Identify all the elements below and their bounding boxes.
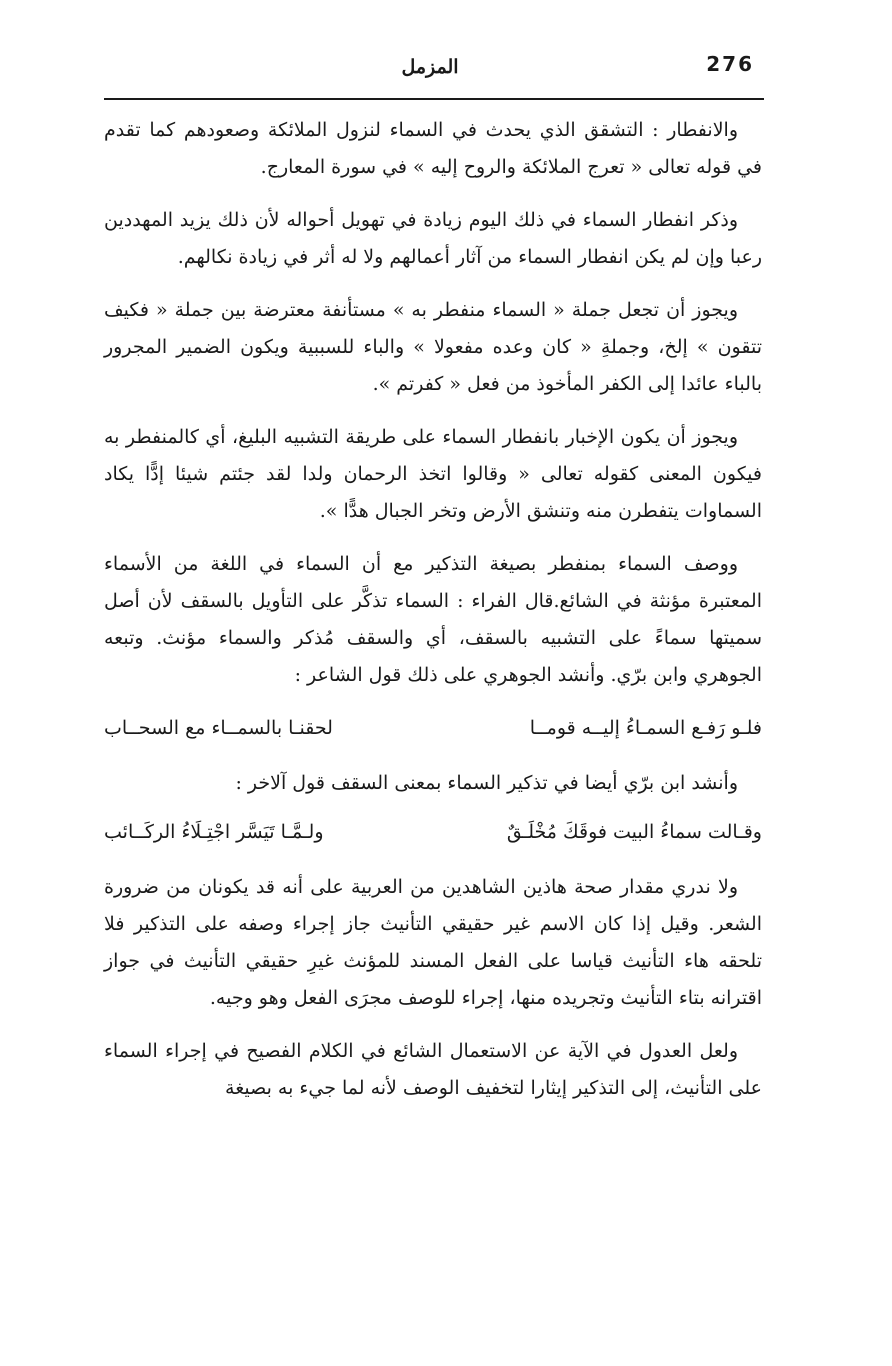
running-title: المزمل xyxy=(401,56,459,78)
paragraph: ووصف السماء بمنفطر بصيغة التذكير مع أن السماء في اللغة من الأسماء المعتبرة مؤنثة في الشائع.قال الفراء : السماء تذكَّر على التأويل بالسقف لأن أصل سميتها سماءً على التشبيه بالسقف، أي والسقف مُذكر والسماء مؤنث. وتبعه الجوهري وابن برّي. وأنشد الجوهري على ذلك قول الشاعر : xyxy=(104,553,762,686)
poetry-verse xyxy=(104,710,762,747)
header-divider xyxy=(104,98,764,100)
paragraph: ويجوز أن يكون الإخبار بانفطار السماء على طريقة التشبيه البليغ، أي كالمنفطر به فيكون المعنى كقوله تعالى « وقالوا اتخذ الرحمان ولدا لقد جئتم شيئا إدًّا يكاد السماوات يتفطرن منه وتنشق الأرض وتخر الجبال هدًّا ». xyxy=(104,426,762,522)
paragraph: والانفطار : التشقق الذي يحدث في السماء لنزول الملائكة وصعودهم كما تقدم في قوله تعالى « تعرج الملائكة والروح إليه » في سورة المعارج. xyxy=(104,119,762,178)
body-text xyxy=(104,112,762,1123)
poetry-verse xyxy=(104,814,762,851)
verse-introduction: وأنشد ابن برّي أيضا في تذكير السماء بمعنى السقف قول آلاخر : xyxy=(235,772,738,794)
verse-first-hemistich: وقـالت سماءُ البيت فوقَكَ مُخْلَـقٌ xyxy=(506,821,762,843)
page-header xyxy=(100,48,760,98)
verse-first-hemistich: فلـو رَفـع السمـاءُ إليــه قومــا xyxy=(529,717,762,739)
paragraph: ولعل العدول في الآية عن الاستعمال الشائع في الكلام الفصيح في إجراء السماء على التأنيث، إلى التذكير إيثارا لتخفيف الوصف لأنه لما جيء به بصيغة xyxy=(104,1040,762,1099)
verse-second-hemistich: لحقنـا بالسمــاء مع السحــاب xyxy=(104,717,333,739)
page-number: 276 xyxy=(706,52,754,76)
paragraph: ولا ندري مقدار صحة هاذين الشاهدين من العربية على أنه قد يكونان من ضرورة الشعر. وقيل إذا كان الاسم غير حقيقي التأنيث جاز إجراء وصفه على التذكير فلا تلحقه هاء التأنيث قياسا على الفعل المسند للمؤنث غيرِ حقيقي التأنيث في جواز اقترانه بتاء التأنيث وتجريده منها، إجراء للوصف مجرَى الفعل وهو وجيه. xyxy=(104,876,762,1009)
paragraph: ويجوز أن تجعل جملة « السماء منفطر به » مستأنفة معترضة بين جملة « فكيف تتقون » إلخ، وجملةِ « كان وعده مفعولا » والباء للسببية ويكون الضمير المجرور بالباء عائدا إلى الكفر المأخوذ من فعل « كفرتم ». xyxy=(104,299,762,395)
verse-second-hemistich: ولـمَّـا تَيَسَّر اجْتِـلَاءُ الركَــائب xyxy=(104,821,324,843)
paragraph: وذكر انفطار السماء في ذلك اليوم زيادة في تهويل أحواله لأن ذلك يزيد المهددين رعبا وإن لم يكن انفطار السماء من آثار أعمالهم ولا له أثر في زيادة نكالهم. xyxy=(104,209,762,268)
